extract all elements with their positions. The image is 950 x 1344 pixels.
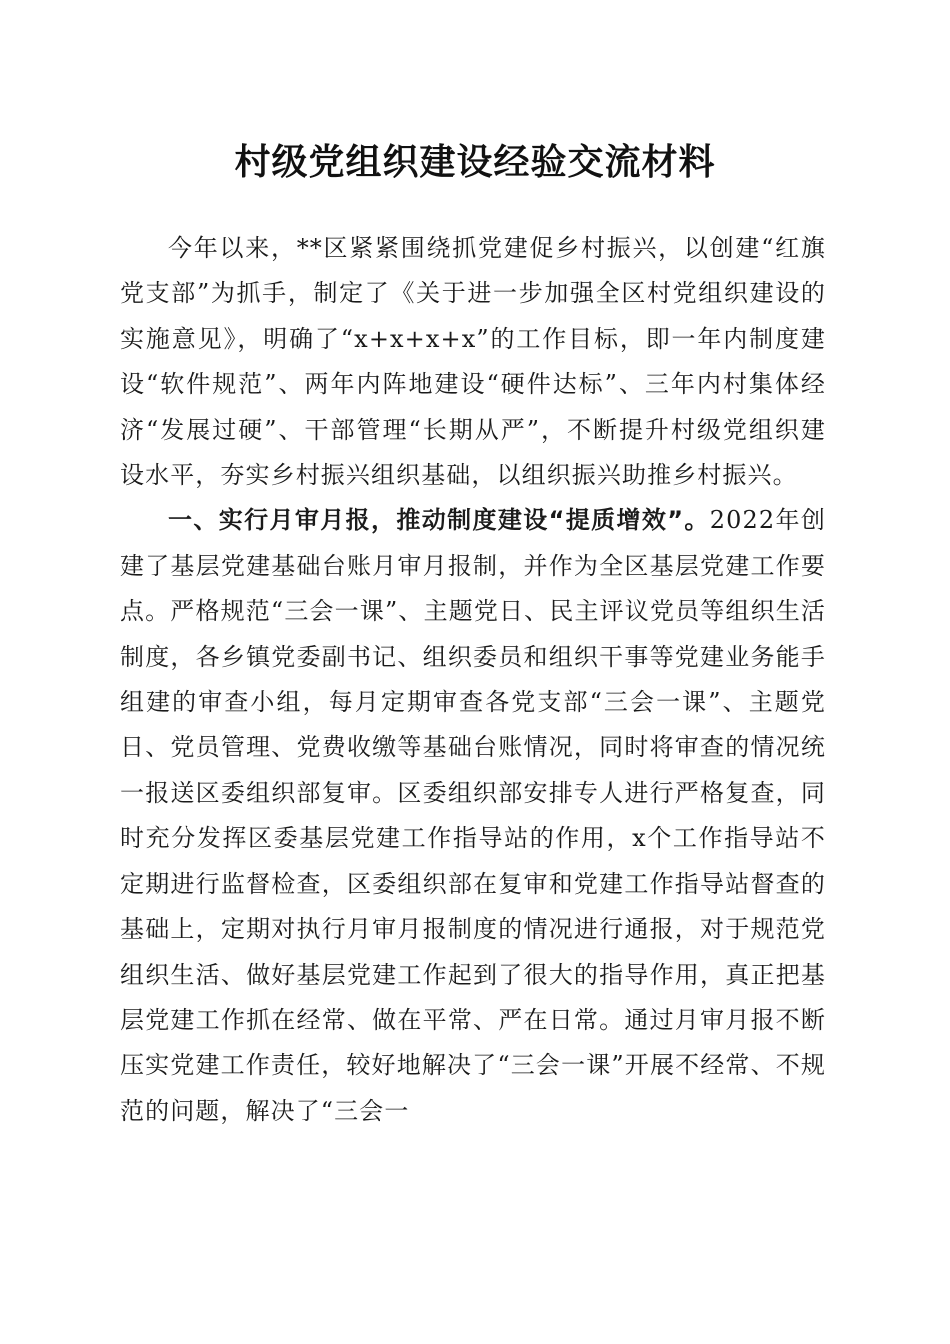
document-title: 村级党组织建设经验交流材料 xyxy=(234,141,716,183)
section-1-paragraph xyxy=(120,498,826,1134)
section-1-text: 2022年创建了基层党建基础台账月审月报制，并作为全区基层党建工作要点。严格规范“三会一课”、主题党日、民主评议党员等组织生活制度，各乡镇党委副书记、组织委员和组织干事等党建业务能手组建的审查小组，每月定期审查各党支部“三会一课”、主题党日、党员管理、党费收缴等基础台账情况，同时将审查的情况统一报送区委组织部复审。区委组织部安排专人进行严格复查，同时充分发挥区委基层党建工作指导站的作用，x个工作指导站不定期进行监督检查，区委组织部在复审和党建工作指导站督查的基础上，定期对执行月审月报制度的情况进行通报，对于规范党组织生活、做好基层党建工作起到了很大的指导作用，真正把基层党建工作抓在经常、做在平常、严在日常。通过月审月报不断压实党建工作责任，较好地解决了“三会一课”开展不经常、不规范的问题，解决了“三会一 xyxy=(120,506,826,1125)
document-body xyxy=(120,226,826,1134)
intro-paragraph xyxy=(120,226,826,498)
section-1-heading: 一、实行月审月报，推动制度建设“提质增效”。 xyxy=(168,506,710,535)
intro-paragraph-text: 今年以来，**区紧紧围绕抓党建促乡村振兴，以创建“红旗党支部”为抓手，制定了《关于进一步加强全区村党组织建设的实施意见》，明确了“x+x+x+x”的工作目标，即一年内制度建设“软件规范”、两年内阵地建设“硬件达标”、三年内村集体经济“发展过硬”、干部管理“长期从严”，不断提升村级党组织建设水平，夯实乡村振兴组织基础，以组织振兴助推乡村振兴。 xyxy=(120,234,826,490)
